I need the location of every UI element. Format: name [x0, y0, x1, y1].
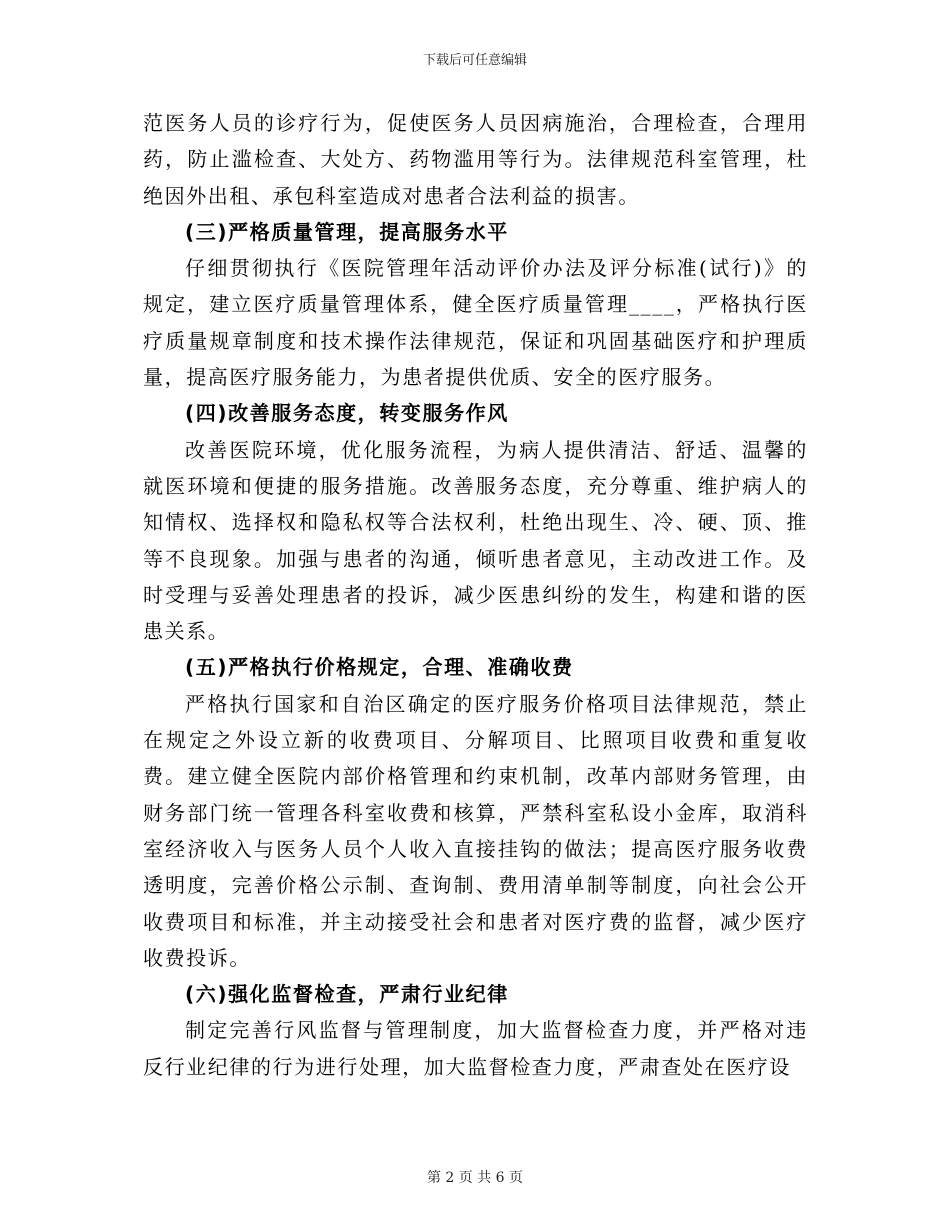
section-body-4: 改善医院环境，优化服务流程，为病人提供清洁、舒适、温馨的就医环境和便捷的服务措施。改善服务态度，充分尊重、维护病人的知情权、选择权和隐私权等合法权利，杜绝出现生、冷、硬、顶、推等不良现象。加强与患者的沟通，倾听患者意见，主动改进工作。及时受理与妥善处理患者的投诉，减少医患纠纷的发生，构建和谐的医患关系。: [143, 437, 808, 644]
section-body-5: 严格执行国家和自治区确定的医疗服务价格项目法律规范，禁止在规定之外设立新的收费项目、分解项目、比照项目收费和重复收费。建立健全医院内部价格管理和约束机制，改革内部财务管理，由财务部门统一管理各科室收费和核算，严禁科室私设小金库，取消科室经济收入与医务人员个人收入直接挂钩的做法；提高医疗服务收费透明度，完善价格公示制、查询制、费用清单制等制度，向社会公开收费项目和标准，并主动接受社会和患者对医疗费的监督，减少医疗收费投诉。: [143, 691, 808, 970]
page-header-note: 下载后可任意编辑: [422, 53, 527, 68]
section-heading-6: (六)强化监督检查，严肃行业纪律: [185, 982, 509, 1007]
section-heading-3: (三)严格质量管理，提高服务水平: [185, 219, 509, 244]
document-body: [143, 105, 808, 1085]
page-number-footer: 第 2 页 共 6 页: [426, 1170, 524, 1186]
section-heading-5: (五)严格执行价格规定，合理、准确收费: [185, 655, 574, 680]
section-heading-4: (四)改善服务态度，转变服务作风: [185, 401, 509, 426]
continuation-paragraph: 范医务人员的诊疗行为，促使医务人员因病施治，合理检查，合理用药，防止滥检查、大处方、药物滥用等行为。法律规范科室管理，杜绝因外出租、承包科室造成对患者合法利益的损害。: [143, 111, 808, 208]
section-body-6: 制定完善行风监督与管理制度，加大监督检查力度，并严格对违反行业纪律的行为进行处理，加大监督检查力度，严肃查处在医疗设: [143, 1018, 808, 1079]
section-body-3: 仔细贯彻执行《医院管理年活动评价办法及评分标准(试行)》的规定，建立医疗质量管理体系，健全医疗质量管理____，严格执行医疗质量规章制度和技术操作法律规范，保证和巩固基础医疗和护理质量，提高医疗服务能力，为患者提供优质、安全的医疗服务。: [143, 256, 808, 390]
